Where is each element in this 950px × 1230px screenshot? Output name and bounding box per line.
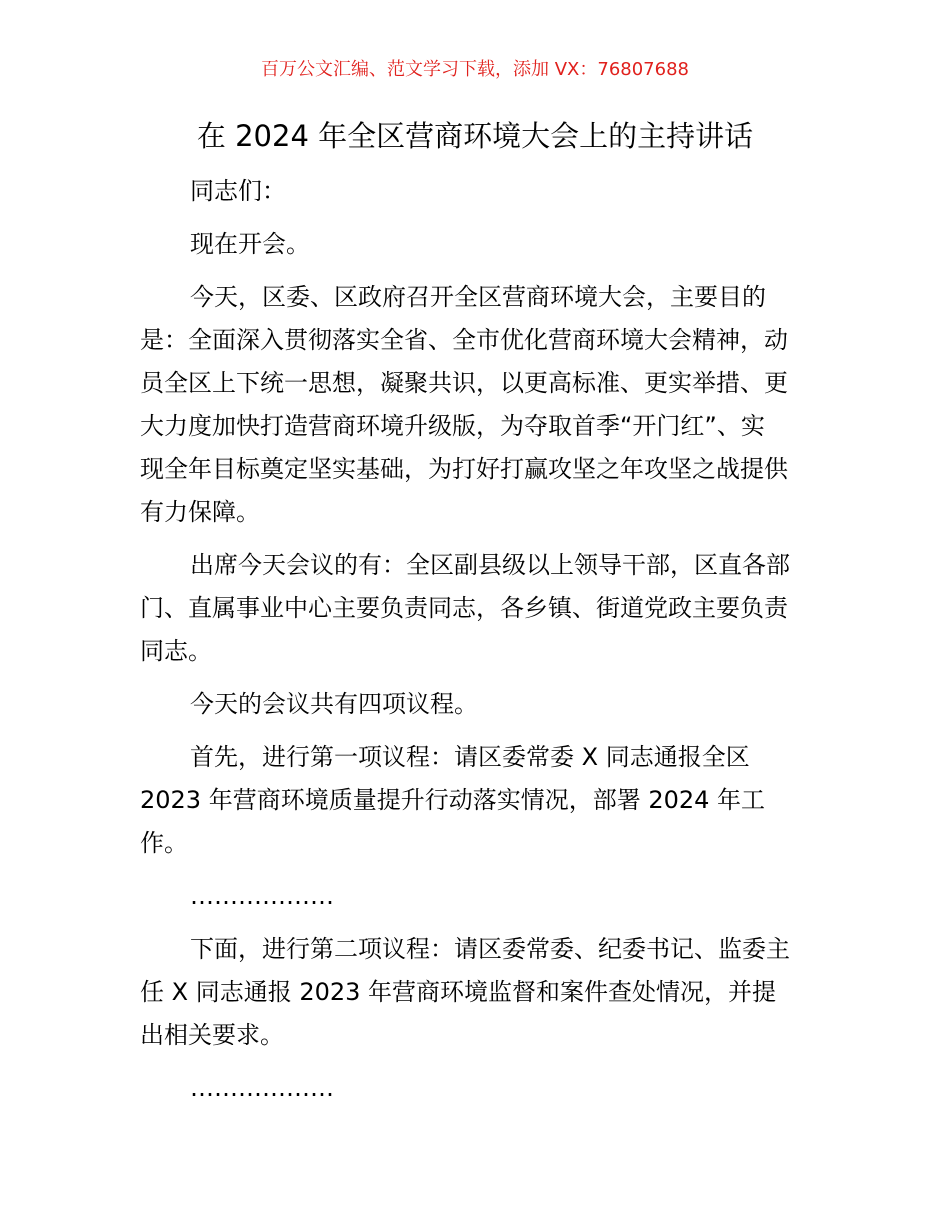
text-line: ……………… (190, 1074, 334, 1102)
paragraph (140, 1067, 812, 1110)
paragraph (140, 223, 812, 266)
text-line: 同志。 (140, 637, 212, 665)
text-line: 首先，进行第一项议程：请区委常委 X 同志通报全区 (190, 743, 750, 771)
paragraph (140, 736, 812, 865)
document-title: 在 2024 年全区营商环境大会上的主持讲话 (196, 119, 754, 153)
paragraph (140, 683, 812, 726)
text-line: 2023 年营商环境质量提升行动落实情况，部署 2024 年工 (140, 786, 766, 814)
watermark-header: 百万公文汇编、范文学习下载，添加 VX：76807688 (261, 59, 689, 80)
text-line: 作。 (140, 829, 188, 857)
text-line: 现在开会。 (190, 230, 310, 258)
text-line: 大力度加快打造营商环境升级版，为夺取首季“开门红”、实 (140, 412, 765, 440)
text-line: 任 X 同志通报 2023 年营商环境监督和案件查处情况，并提 (140, 978, 777, 1006)
paragraph (140, 544, 812, 673)
text-line: 有力保障。 (140, 498, 260, 526)
text-line: 今天，区委、区政府召开全区营商环境大会，主要目的 (190, 283, 766, 311)
paragraph (140, 276, 812, 534)
text-line: 员全区上下统一思想，凝聚共识，以更高标准、更实举措、更 (140, 369, 788, 397)
document-body (140, 170, 812, 1120)
text-line: 出席今天会议的有：全区副县级以上领导干部，区直各部 (190, 551, 790, 579)
paragraph (140, 928, 812, 1057)
text-line: 现全年目标奠定坚实基础，为打好打赢攻坚之年攻坚之战提供 (140, 455, 788, 483)
text-line: 同志们： (190, 177, 286, 205)
paragraph (140, 170, 812, 213)
text-line: 门、直属事业中心主要负责同志，各乡镇、街道党政主要负责 (140, 594, 788, 622)
text-line: 下面，进行第二项议程：请区委常委、纪委书记、监委主 (190, 935, 790, 963)
text-line: 是：全面深入贯彻落实全省、全市优化营商环境大会精神，动 (140, 326, 788, 354)
text-line: ……………… (190, 882, 334, 910)
text-line: 出相关要求。 (140, 1021, 284, 1049)
paragraph (140, 875, 812, 918)
text-line: 今天的会议共有四项议程。 (190, 690, 478, 718)
